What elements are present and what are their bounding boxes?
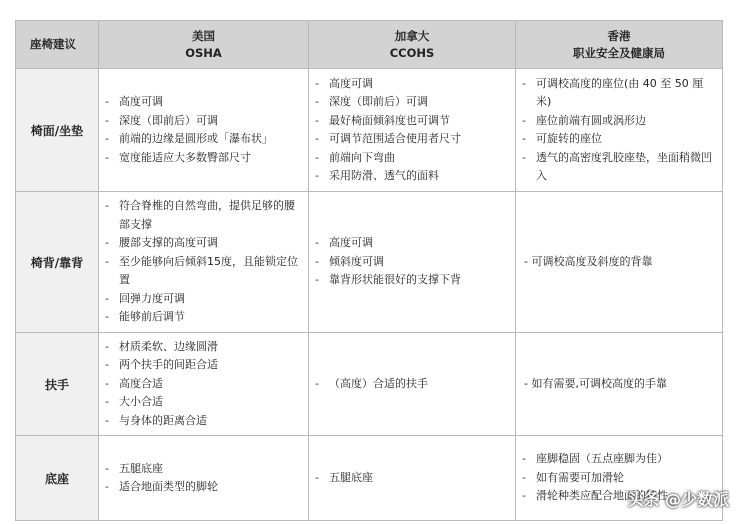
hk-header <box>516 21 723 69</box>
list-item: - 腰部支撑的高度可调 <box>105 234 302 253</box>
row-label-backrest: 椅背/靠背 <box>16 192 99 333</box>
list-item: - 可调节范围适合使用者尺寸 <box>315 130 509 149</box>
list-item: - 采用防滑、透气的面料 <box>315 167 509 186</box>
hk-header-region: 香港 <box>607 28 631 43</box>
backrest-ccohs-cell <box>309 192 516 333</box>
list-item: - 大小合适 <box>105 393 302 412</box>
list-item: - 高度可调 <box>105 93 302 112</box>
list-item: - 最好椅面倾斜度也可调节 <box>315 112 509 131</box>
list-item: - 材质柔软、边缘圆滑 <box>105 338 302 357</box>
list-item: - 与身体的距离合适 <box>105 412 302 431</box>
list-item: - 高度合适 <box>105 375 302 394</box>
row-seat <box>16 69 723 192</box>
osha-header <box>99 21 309 69</box>
osha-header-agency: OSHA <box>185 45 222 60</box>
list-item: - 座脚稳固（五点座脚为佳） <box>522 450 716 469</box>
list-item: - 五腿底座 <box>315 469 509 488</box>
corner-header: 座椅建议 <box>16 21 99 69</box>
list-item: - 前端的边缘是圆形或「瀑布状」 <box>105 130 302 149</box>
list-item: - 座位前端有圆或涡形边 <box>522 112 716 131</box>
armrest-hk-text: - 如有需要,可调校高度的手靠 <box>524 376 667 390</box>
list-item: - 深度（即前后）可调 <box>105 112 302 131</box>
watermark: 头条 @少数派 <box>627 490 729 509</box>
row-label-base: 底座 <box>16 436 99 521</box>
list-item: - 如有需要可加滑轮 <box>522 469 716 488</box>
header-row <box>16 21 723 69</box>
list-item: - 透气的高密度乳胶座垫，坐面稍微凹入 <box>522 149 716 186</box>
seat-hk-cell <box>516 69 723 192</box>
list-item: - 前端向下弯曲 <box>315 149 509 168</box>
list-item: - 两个扶手的间距合适 <box>105 356 302 375</box>
list-item: - 回弹力度可调 <box>105 290 302 309</box>
backrest-hk-text: - 可调校高度及斜度的背靠 <box>524 254 653 268</box>
base-osha-cell <box>99 436 309 521</box>
list-item: - 滑轮种类应配合地面的特性 <box>522 487 716 506</box>
list-item: - 高度可调 <box>315 234 509 253</box>
list-item: - 倾斜度可调 <box>315 253 509 272</box>
seat-ccohs-cell <box>309 69 516 192</box>
list-item: - 深度（即前后）可调 <box>315 93 509 112</box>
list-item: - 靠背形状能很好的支撑下背 <box>315 271 509 290</box>
list-item: - 宽度能适应大多数臀部尺寸 <box>105 149 302 168</box>
list-item: - 高度可调 <box>315 75 509 94</box>
ccohs-header <box>309 21 516 69</box>
list-item: - 适合地面类型的脚轮 <box>105 478 302 497</box>
list-item: - 至少能够向后倾斜15度，且能锁定位置 <box>105 253 302 290</box>
seating-recommendations-table <box>15 20 723 521</box>
armrest-hk-cell <box>516 333 723 436</box>
row-backrest <box>16 192 723 333</box>
list-item: - 可旋转的座位 <box>522 130 716 149</box>
list-item: - 五腿底座 <box>105 460 302 479</box>
row-label-seat: 椅面/坐垫 <box>16 69 99 192</box>
list-item: - 可调校高度的座位(由 40 至 50 厘米) <box>522 75 716 112</box>
backrest-osha-cell <box>99 192 309 333</box>
armrest-osha-cell <box>99 333 309 436</box>
base-ccohs-cell <box>309 436 516 521</box>
hk-header-agency: 职业安全及健康局 <box>573 45 665 60</box>
osha-header-country: 美国 <box>192 28 215 43</box>
list-item: - 能够前后调节 <box>105 308 302 327</box>
row-armrest <box>16 333 723 436</box>
row-base <box>16 436 723 521</box>
row-label-armrest: 扶手 <box>16 333 99 436</box>
seat-osha-cell <box>99 69 309 192</box>
ccohs-header-agency: CCOHS <box>389 45 435 60</box>
list-item: - 符合脊椎的自然弯曲，提供足够的腰部支撑 <box>105 197 302 234</box>
armrest-ccohs-cell <box>309 333 516 436</box>
backrest-hk-cell <box>516 192 723 333</box>
ccohs-header-country: 加拿大 <box>394 28 430 43</box>
list-item: - （高度）合适的扶手 <box>315 375 509 394</box>
